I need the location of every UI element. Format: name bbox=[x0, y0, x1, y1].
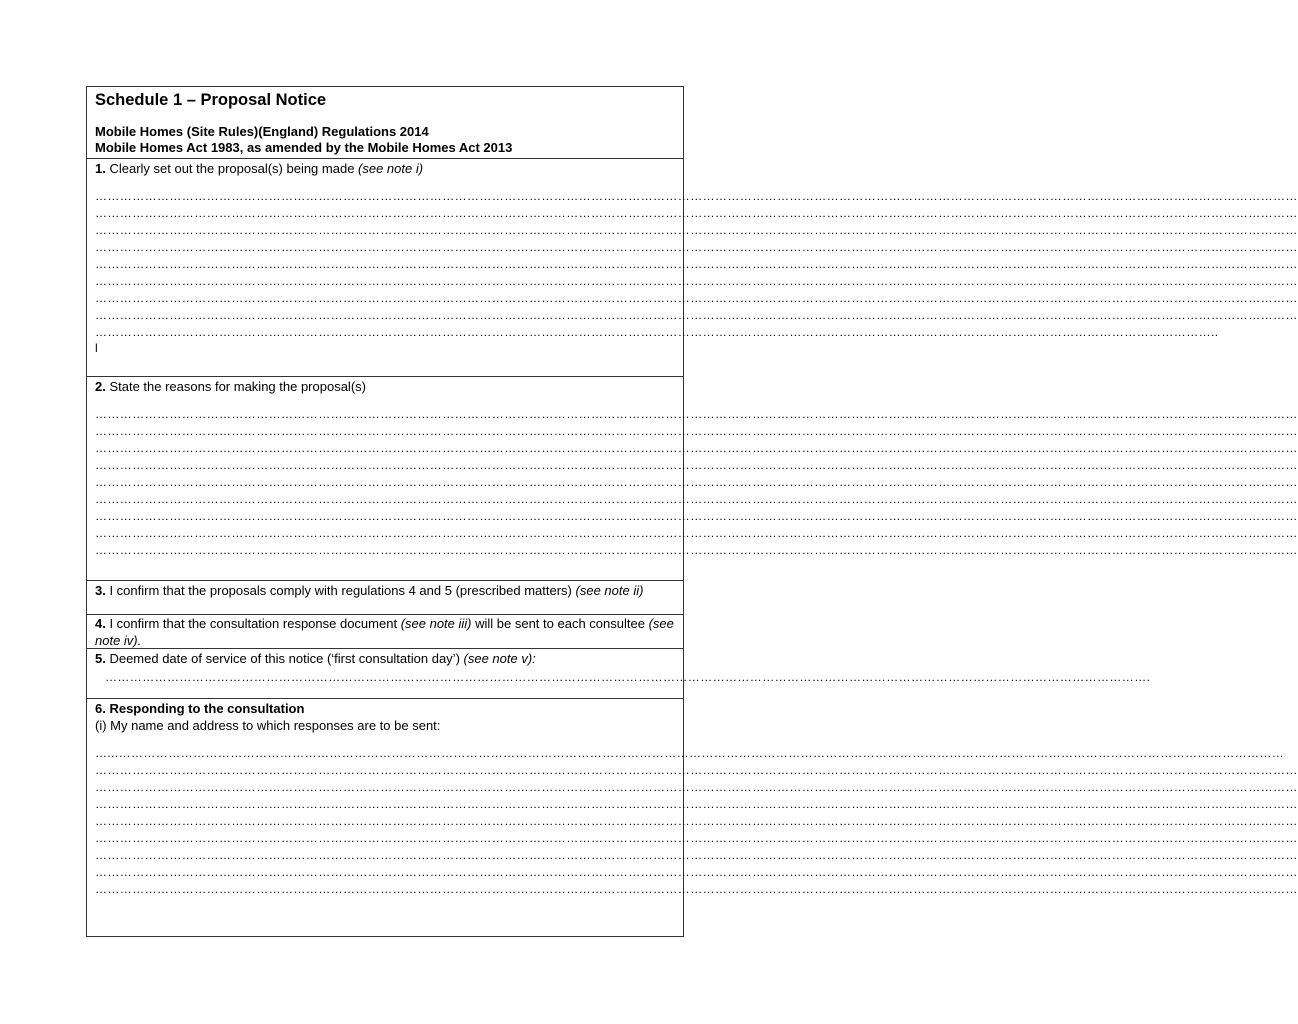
answer-line[interactable]: ………………………………………………………………………………………………………………………………………………………………………………………………………………………………………………………………… bbox=[95, 424, 1298, 438]
section-4-text-2: will be sent to each consultee bbox=[471, 616, 649, 631]
answer-line[interactable]: ………………………………………………………………………………………………………………………………………………………………………………………………………………………………………………………………… bbox=[95, 257, 1298, 271]
answer-line[interactable]: ………………………………………………………………………………………………………………………………………………………………………………………………………………………………………………………………… bbox=[95, 780, 1298, 794]
section-1-number: 1. bbox=[95, 161, 106, 176]
answer-line[interactable]: ………………………………………………………………………………………………………………………………………………………………………………………………………………………………………………………………… bbox=[95, 274, 1298, 288]
section-5-number: 5. bbox=[95, 651, 106, 666]
section-5-text: Deemed date of service of this notice (‘first consultation day’) bbox=[105, 651, 464, 666]
answer-line[interactable]: ………………………………………………………………………………………………………………………………………………………………………………………………………………………………………………………………… bbox=[95, 848, 1298, 862]
section-6-answer-lines[interactable] bbox=[95, 745, 1298, 898]
date-answer-line[interactable]: ………………………………………………………………………………………………………………………………………………………………………………………………………………………………. bbox=[105, 670, 1151, 684]
answer-line[interactable]: ………………………………………………………………………………………………………………………………………………………………………………………………………………………………………………………………… bbox=[95, 831, 1298, 845]
answer-line[interactable]: ………………………………………………………………………………………………………………………………………………………………………………………………………………………………………………………………… bbox=[95, 458, 1298, 472]
section-3-note: (see note ii) bbox=[575, 583, 644, 598]
act-title: Mobile Homes Act 1983, as amended by the Mobile Homes Act 2013 bbox=[95, 140, 513, 155]
answer-line[interactable]: ………………………………………………………………………………………………………………………………………………………………………………………………………………………………………………………………… bbox=[95, 308, 1298, 322]
section-3-statement bbox=[95, 582, 675, 599]
section-2-answer-lines[interactable] bbox=[95, 406, 1298, 559]
section-4-text: I confirm that the consultation response document bbox=[105, 616, 401, 631]
section-6-question: (i) My name and address to which responses are to be sent: bbox=[95, 718, 441, 733]
section-1-note: (see note i) bbox=[358, 161, 424, 176]
answer-line[interactable]: ………………………………………………………………………………………………………………………………………………………………………………………………………………………………………………………………… bbox=[95, 223, 1298, 237]
answer-line[interactable]: ………………………………………………………………………………………………………………………………………………………………………………………………………………………………………………………………… bbox=[95, 492, 1298, 506]
section-4-number: 4. bbox=[95, 616, 106, 631]
stray-character: l bbox=[95, 341, 98, 355]
section-4-note: (see note iii) bbox=[400, 616, 472, 631]
section-2-reasons bbox=[87, 377, 1298, 581]
section-5-service-date bbox=[87, 649, 1151, 699]
answer-line[interactable]: ………………………………………………………………………………………………………………………………………………………………………………………………………………………………………………………………… bbox=[95, 509, 1298, 523]
regulation-title: Mobile Homes (Site Rules)(England) Regulations 2014 bbox=[95, 124, 429, 139]
section-5-question bbox=[95, 650, 675, 667]
answer-line[interactable]: ………………………………………………………………………………………………………………………………………………………………………………………………………………………………………………………………… bbox=[95, 407, 1298, 421]
section-2-number: 2. bbox=[95, 379, 106, 394]
section-1-text: Clearly set out the proposal(s) being made bbox=[105, 161, 359, 176]
answer-line[interactable]: ………………………………………………………………………………………………………………………………………………………………………………………………………………………………………………………………… bbox=[95, 543, 1298, 557]
section-6-responding bbox=[87, 699, 1298, 936]
answer-line[interactable]: ………………………………………………………………………………………………………………………………………………………………………………………………………………………………………………………………… bbox=[95, 797, 1298, 811]
section-3-compliance bbox=[87, 581, 683, 615]
page-title: Schedule 1 – Proposal Notice bbox=[95, 91, 327, 109]
answer-line[interactable]: ………………………………………………………………………………………………………………………………………………………………………………………………………………………………………………………………… bbox=[95, 814, 1298, 828]
section-1-answer-lines[interactable] bbox=[95, 188, 1298, 356]
section-5-answer-lines[interactable] bbox=[95, 669, 1151, 686]
answer-line-first[interactable]: …...………………………………………………………………………………………………………………………………………………………………………………………………………………………………………………………… bbox=[95, 746, 1285, 760]
answer-line[interactable]: ………………………………………………………………………………………………………………………………………………………………………………………………………………………………………………………………… bbox=[95, 865, 1298, 879]
section-4-note-2: (see note iv). bbox=[95, 616, 674, 648]
answer-line[interactable]: ………………………………………………………………………………………………………………………………………………………………………………………………………………………………………………………………… bbox=[95, 189, 1298, 203]
section-2-question bbox=[95, 378, 675, 395]
section-6-heading: 6. Responding to the consultation bbox=[95, 701, 305, 716]
answer-line[interactable]: ………………………………………………………………………………………………………………………………………………………………………………………………………………………………………………………………… bbox=[95, 763, 1298, 777]
section-4-consultation-document bbox=[87, 615, 683, 649]
proposal-notice-form bbox=[86, 86, 1298, 937]
answer-line[interactable]: ………………………………………………………………………………………………………………………………………………………………………………………………………………………………………………………………… bbox=[95, 206, 1298, 220]
form-header bbox=[87, 87, 683, 159]
answer-line[interactable]: ………………………………………………………………………………………………………………………………………………………………………………………………………………………………………………………………… bbox=[95, 882, 1298, 896]
answer-line[interactable]: ………………………………………………………………………………………………………………………………………………………………………………………………………………………………………………………………… bbox=[95, 526, 1298, 540]
answer-line[interactable]: ………………………………………………………………………………………………………………………………………………………………………………………………………………………………………………………………… bbox=[95, 240, 1298, 254]
section-2-text: State the reasons for making the proposal(s) bbox=[105, 379, 366, 394]
answer-line[interactable]: ………………………………………………………………………………………………………………………………………………………………………………………………………………………………………………………………… bbox=[95, 291, 1298, 305]
section-1-question bbox=[95, 160, 675, 177]
section-4-statement bbox=[95, 615, 675, 649]
answer-line[interactable]: ………………………………………………………………………………………………………………………………………………………………………………………………………………………………………………………………… bbox=[95, 441, 1298, 455]
section-3-text: I confirm that the proposals comply with regulations 4 and 5 (prescribed matters) bbox=[105, 583, 576, 598]
section-1-proposals bbox=[87, 159, 1298, 377]
section-3-number: 3. bbox=[95, 583, 106, 598]
answer-line[interactable]: ………………………………………………………………………………………………………………………………………………………………………………………………………………………………………………………………… bbox=[95, 475, 1298, 489]
answer-line-last[interactable]: ……………………………………………………………………………………………………………………………………………………………………………………………………………………………………………….. bbox=[95, 325, 1219, 339]
section-5-note: (see note v): bbox=[463, 651, 536, 666]
